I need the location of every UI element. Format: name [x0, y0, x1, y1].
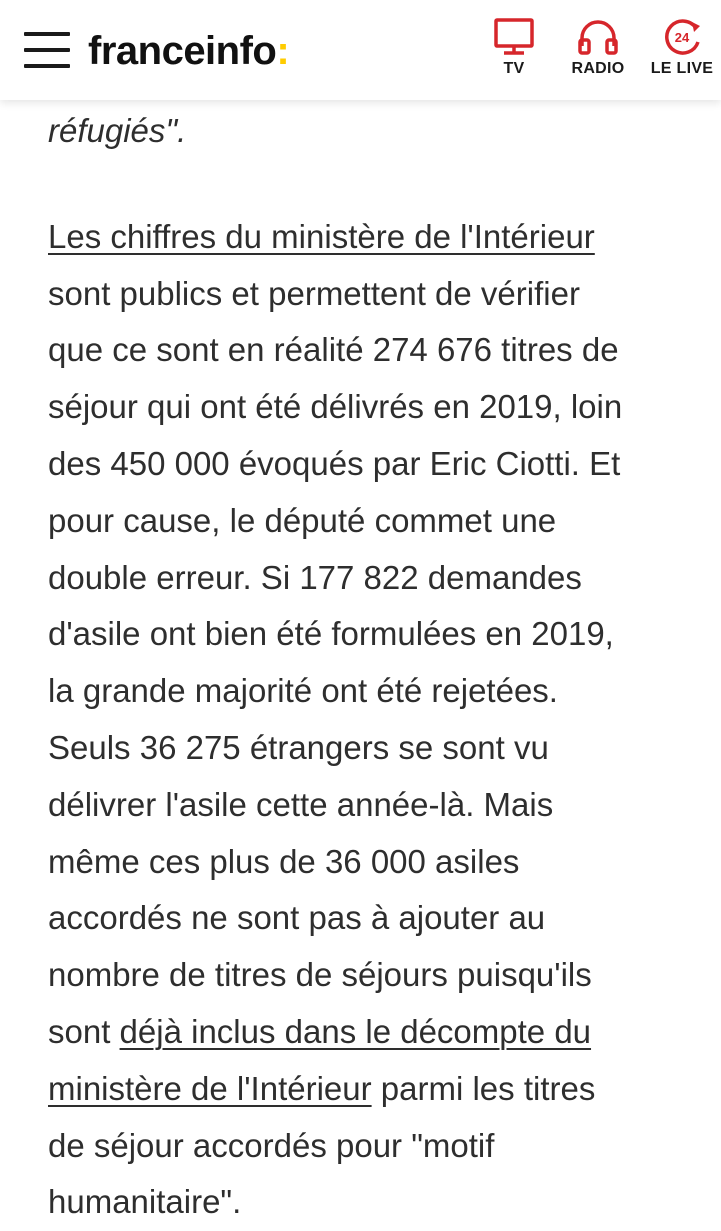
nav-live-button[interactable]	[648, 18, 716, 78]
paragraph-line	[48, 209, 688, 266]
paragraph-line: délivrer l'asile cette année-là. Mais	[48, 785, 554, 823]
headphones-icon	[576, 18, 620, 56]
franceinfo-logo[interactable]	[88, 26, 289, 76]
paragraph-line: que ce sont en réalité 274 676 titres de	[48, 331, 619, 369]
paragraph-line: de séjour accordés pour "motif	[48, 1126, 495, 1164]
paragraph-line: séjour qui ont été délivrés en 2019, loin	[48, 388, 623, 426]
ministry-figures-link[interactable]: Les chiffres du ministère de l'Intérieur	[48, 217, 595, 255]
paragraph-line: sont déjà inclus dans le décompte du	[48, 1012, 592, 1050]
paragraph-line: sont publics et permettent de vérifier	[48, 274, 580, 312]
nav-tv-button[interactable]	[492, 18, 536, 78]
tv-icon	[492, 18, 536, 56]
live-badge-text: 24	[674, 30, 690, 45]
ministry-count-link-part1[interactable]: déjà inclus dans le décompte du	[119, 1012, 592, 1050]
paragraph-line: la grande majorité ont été rejetées.	[48, 672, 558, 710]
paragraph-line: accordés ne sont pas à ajouter au	[48, 899, 546, 937]
paragraph-line: Seuls 36 275 étrangers se sont vu	[48, 728, 549, 766]
nav-radio-button[interactable]	[568, 18, 628, 78]
article-paragraph	[48, 209, 688, 1231]
previous-paragraph-end: réfugiés".	[48, 112, 187, 149]
ministry-count-link-part2[interactable]: ministère de l'Intérieur	[48, 1069, 372, 1107]
site-header	[0, 0, 721, 100]
hamburger-menu-icon[interactable]	[24, 30, 70, 70]
article-body	[48, 100, 688, 1231]
logo-text: franceinfo	[88, 29, 277, 73]
paragraph-line: des 450 000 évoqués par Eric Ciotti. Et	[48, 444, 621, 482]
paragraph-line: humanitaire".	[48, 1183, 242, 1221]
paragraph-line: même ces plus de 36 000 asiles	[48, 842, 520, 880]
paragraph-line: nombre de titres de séjours puisqu'ils	[48, 956, 592, 994]
paragraph-line: d'asile ont bien été formulées en 2019,	[48, 615, 614, 653]
paragraph-line: ministère de l'Intérieur parmi les titres	[48, 1069, 596, 1107]
logo-dots: :	[276, 29, 290, 73]
paragraph-line: double erreur. Si 177 822 demandes	[48, 558, 582, 596]
paragraph-line: pour cause, le député commet une	[48, 501, 557, 539]
live-24-icon	[660, 18, 704, 56]
nav-live-label: LE LIVE	[650, 60, 714, 77]
nav-radio-label: RADIO	[571, 60, 625, 77]
nav-tv-label: TV	[503, 60, 525, 77]
